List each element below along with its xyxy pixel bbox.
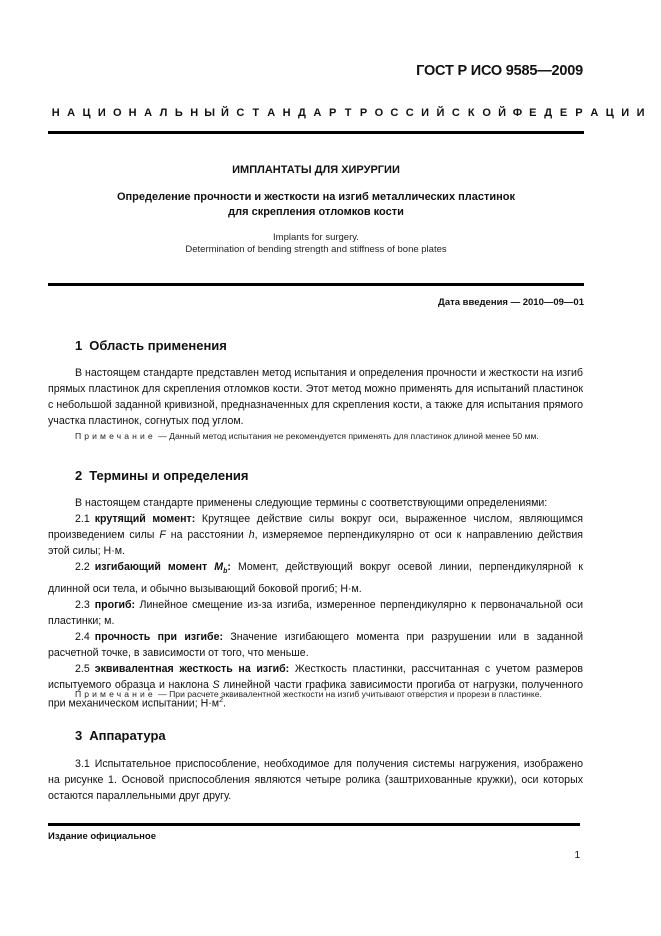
- document-subtitle: [48, 190, 584, 220]
- edition-label: Издание официальное: [48, 831, 156, 842]
- footer-rule: [48, 823, 580, 826]
- term-2-1: 2.1 крутящий момент: Крутящее действие силы вокруг оси, выраженное числом, являющимся произведением силы F на расстоянии h, измеряемое перпендикулярно от оси к направлению действия этой силы; Н·м.: [48, 513, 583, 558]
- term-name: крутящий момент:: [94, 513, 196, 526]
- english-title-line-2: Determination of bending strength and stiffness of bone plates: [185, 244, 447, 255]
- note-label: Примечание: [75, 431, 156, 441]
- term-name: прочность при изгибе:: [94, 630, 224, 643]
- term-2-3: 2.3 прогиб: Линейное смещение из-за изгиба, измеренное перпендикулярно к первоначальной оси пластинки; м.: [48, 598, 583, 627]
- note-label: Примечание: [75, 689, 156, 699]
- header-rule: [48, 131, 584, 134]
- banner-word-3: Р О С С И Й С К О Й: [359, 107, 506, 119]
- title-rule: [48, 283, 584, 286]
- scope-text: В настоящем стандарте представлен метод испытания и определения прочности и жесткости на изгиб прямых пластинок для скрепления отломков кости. Этот метод можно применять для испытаний пластинок с небольшой заданной кривизной, предназначенных для скрепления кости, а также для испытания прямого участка пластинок, согнутых под углом.: [48, 367, 583, 428]
- english-title: [48, 232, 584, 256]
- term-name: изгибающий момент $M_b$:: [94, 561, 231, 576]
- section-1-note: [48, 430, 583, 443]
- term-name: прогиб:: [94, 598, 136, 611]
- banner-word-2: С Т А Н Д А Р Т: [236, 107, 352, 119]
- national-standard-banner: [48, 107, 645, 119]
- section-3-heading: [75, 728, 166, 743]
- banner-word-4: Ф Е Д Е Р А Ц И И: [512, 107, 645, 119]
- term-name: эквивалентная жесткость на изгиб:: [94, 663, 290, 676]
- section-title: Термины и определения: [89, 468, 249, 483]
- item-3-1: 3.1 Испытательное приспособление, необходимое для получения системы нагружения, изображено на рисунке 1. Основой приспособления являются четыре ролика (заштрихованные кружки), оси которых остаются параллельными друг другу.: [48, 758, 583, 803]
- section-3-paragraph: [48, 756, 583, 804]
- section-number: 1: [75, 338, 83, 353]
- section-number: 2: [75, 468, 83, 483]
- page-number: 1: [574, 850, 580, 861]
- term-2-2: 2.2 изгибающий момент $M_b$: Момент, действующий вокруг осевой линии, перпендикулярной к длинной оси тела, и обычно вызывающий боковой прогиб; Н·м.: [48, 561, 583, 595]
- note-text: — Данный метод испытания не рекомендуется применять для пластинок длиной менее 50 мм.: [155, 431, 539, 441]
- introduction-date: Дата введения — 2010—09—01: [438, 297, 584, 308]
- term-2-5: 2.5 эквивалентная жесткость на изгиб: Жесткость пластинки, рассчитанная с учетом размеров испытуемого образца и наклона S линейной части графика зависимости прогиба от нагрузки, полученного при механическом испытании; $Н\cdot м^2$.: [48, 663, 583, 710]
- section-2-paragraphs: [48, 495, 583, 712]
- english-title-line-1: Implants for surgery.: [273, 232, 359, 243]
- section-1-heading: [75, 338, 227, 353]
- section-title: Аппаратура: [89, 728, 166, 743]
- section-title: Область применения: [89, 338, 227, 353]
- term-2-4: 2.4 прочность при изгибе: Значение изгибающего момента при разрушении или в заданной расчетной точке, в зависимости от того, что меньше.: [48, 630, 583, 659]
- section-number: 3: [75, 728, 83, 743]
- document-title: ИМПЛАНТАТЫ ДЛЯ ХИРУРГИИ: [232, 164, 400, 176]
- terms-intro: В настоящем стандарте применены следующие термины с соответствующими определениями:: [75, 497, 548, 509]
- section-2-note: [48, 688, 583, 701]
- section-2-heading: [75, 468, 249, 483]
- subtitle-line-2: для скрепления отломков кости: [228, 206, 404, 218]
- note-text: — При расчете эквивалентной жесткости на изгиб учитывают отверстия и прорези в пластинке.: [155, 689, 542, 699]
- document-code: ГОСТ Р ИСО 9585—2009: [416, 63, 583, 79]
- section-1-paragraph: [48, 365, 583, 429]
- banner-word-1: Н А Ц И О Н А Л Ь Н Ы Й: [51, 107, 229, 119]
- subtitle-line-1: Определение прочности и жесткости на изгиб металлических пластинок: [116, 191, 516, 203]
